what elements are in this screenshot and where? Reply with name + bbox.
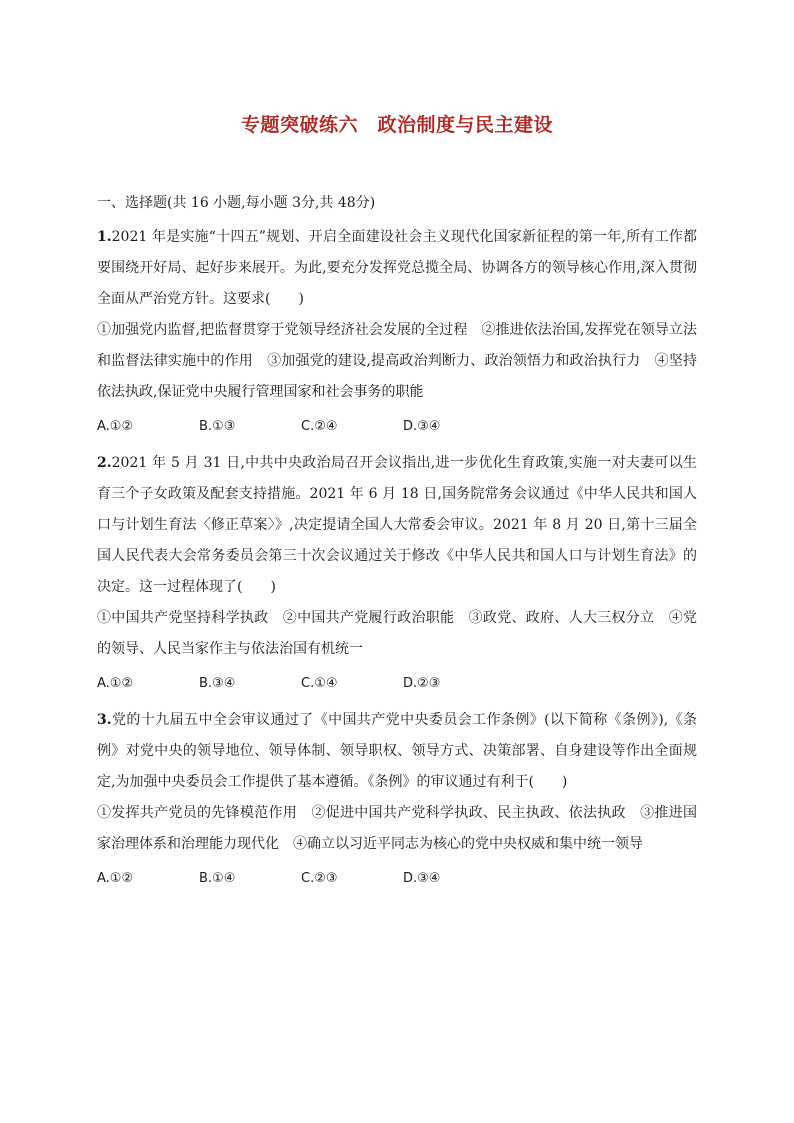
option-d[interactable]: D.③④ <box>403 871 441 886</box>
question-text: 党的十九届五中全会审议通过了《中国共产党中央委员会工作条例》(以下简称《条例》),《条例》对党中央的领导地位、领导体制、领导职权、领导方式、决策部署、自身建设等作出全面规定,为加强中央委员会工作提供了基本遵循。《条例》的审议通过有利于( ) <box>97 712 697 790</box>
question-number: 1. <box>97 229 112 245</box>
answer-options <box>97 665 697 702</box>
question-statements: ①加强党内监督,把监督贯穿于党领导经济社会发展的全过程 ②推进依法治国,发挥党在领导立法和监督法律实施中的作用 ③加强党的建设,提高政治判断力、政治领悟力和政治执行力 ④坚持依法执政,保证党中央履行管理国家和社会事务的职能 <box>97 322 697 400</box>
option-c[interactable]: C.②④ <box>301 419 338 434</box>
page-title: 专题突破练六 政治制度与民主建设 <box>240 114 553 136</box>
content-area <box>97 188 697 897</box>
question-number: 3. <box>97 712 112 728</box>
option-d[interactable]: D.②③ <box>403 676 441 691</box>
question-statements: ①发挥共产党员的先锋模范作用 ②促进中国共产党科学执政、民主执政、依法执政 ③推进国家治理体系和治理能力现代化 ④确立以习近平同志为核心的党中央权威和集中统一领导 <box>97 805 697 852</box>
question-3 <box>97 705 697 897</box>
option-b[interactable]: B.①④ <box>199 871 236 886</box>
option-b[interactable]: B.①③ <box>199 419 236 434</box>
option-a[interactable]: A.①② <box>97 871 134 886</box>
section-heading: 一、选择题(共 16 小题,每小题 3分,共 48分) <box>97 195 376 211</box>
question-number: 2. <box>97 455 112 471</box>
question-2 <box>97 448 697 702</box>
question-stem <box>97 222 697 315</box>
question-text: 2021 年 5 月 31 日,中共中央政治局召开会议指出,进一步优化生育政策,实施一对夫妻可以生育三个子女政策及配套支持措施。2021 年 6 月 18 日,国务院常务会议通过《中华人民共和国人口与计划生育法〈修正草案〉》,决定提请全国人大常委会审议。2021 年 8 月 20 日,第十三届全国人民代表大会常务委员会第三十次会议通过关于修改《中华人民共和国人口与计划生育法》的决定。这一过程体现了( ) <box>97 455 697 595</box>
option-a[interactable]: A.①② <box>97 419 134 434</box>
option-a[interactable]: A.①② <box>97 676 134 691</box>
answer-options <box>97 860 697 897</box>
question-text: 2021 年是实施“十四五”规划、开启全面建设社会主义现代化国家新征程的第一年,所有工作都要围绕开好局、起好步来展开。为此,要充分发挥党总揽全局、协调各方的领导核心作用,深入贯彻全面从严治党方针。这要求( ) <box>97 229 697 307</box>
option-b[interactable]: B.③④ <box>199 676 236 691</box>
option-d[interactable]: D.③④ <box>403 419 441 434</box>
option-c[interactable]: C.①④ <box>301 676 338 691</box>
question-stem <box>97 448 697 603</box>
answer-options <box>97 408 697 445</box>
question-statements: ①中国共产党坚持科学执政 ②中国共产党履行政治职能 ③政党、政府、人大三权分立 ④党的领导、人民当家作主与依法治国有机统一 <box>97 610 697 657</box>
question-stem <box>97 705 697 798</box>
option-c[interactable]: C.②③ <box>301 871 338 886</box>
question-1 <box>97 222 697 445</box>
